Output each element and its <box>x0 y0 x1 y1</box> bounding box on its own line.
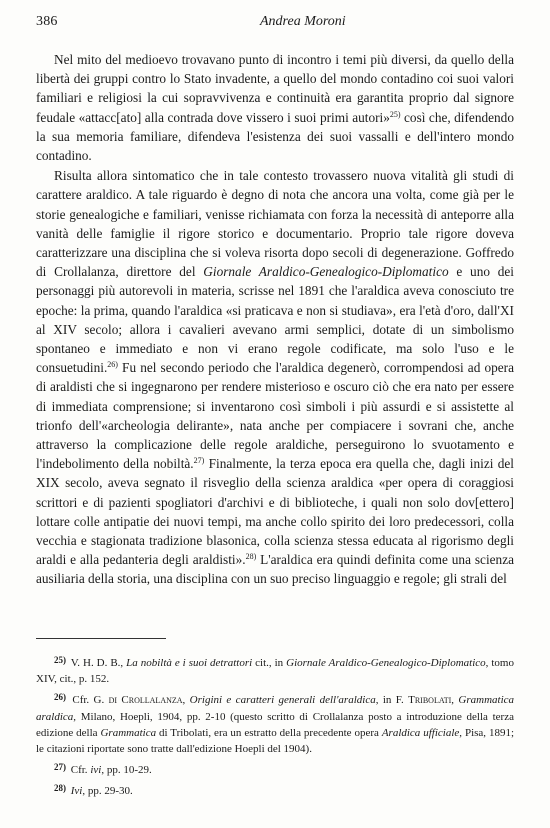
footnote-text: , Milano, Hoepli, 1904, pp. 2-10 (questo scritto di Crollalanza posto a introduzione della terza edizione della <box>36 710 514 739</box>
footnotes <box>36 655 514 805</box>
paragraph-1-text: Nel mito del medioevo trovavano punto di incontro i temi più diversi, da quello della libertà dei gruppi contro lo Stato invadente, a quello del mondo contadino coi suoi valori familiari e religiosi la cui sopravvivenza e continuità era garantita proprio dal signore feudale «attacc[ato] alla contrada dove vissero i suoi primi autori» <box>36 52 514 125</box>
paragraph-2-text-c: Fu nel secondo periodo che l'araldica degenerò, corrompendosi ad opera di araldisti che si ingegnarono per rendere misterioso e oscuro ciò che era nato per essere di immediata comprensione; si inventarono così simboli i più assurdi e si assistette al trionfo dell'«archeologia delirante», nata anche per compiacere i sovrani che, anche attraverso la complicazione delle regole araldiche, perseguirono lo svuotamento e l'indebolimento della nobiltà. <box>36 360 514 472</box>
footnote-title: La nobiltà e i suoi detrattori <box>126 657 253 669</box>
footnote-ref-28: 28) <box>245 552 257 562</box>
footnote-text: V. H. D. B., <box>70 657 127 669</box>
footnote-book: Grammatica araldica <box>36 694 515 723</box>
running-header <box>22 12 522 32</box>
footnote-text: , tomo XIV, cit., p. 152. <box>36 657 514 686</box>
footnote-ibid: ivi <box>90 764 102 777</box>
footnote-27 <box>36 762 514 778</box>
footnote-text: , <box>451 694 459 707</box>
main-text <box>36 50 514 589</box>
footnote-author: di Crollalanza <box>108 694 183 707</box>
footnote-25 <box>36 655 514 687</box>
paragraph-2 <box>36 166 514 588</box>
footnote-number: 27) <box>54 762 66 773</box>
footnote-ref-27: 27) <box>193 456 205 466</box>
footnote-number: 26) <box>54 692 66 703</box>
footnote-author: Tribolati <box>408 694 452 707</box>
footnote-text: Cfr. G. <box>72 694 109 707</box>
footnote-ref-26: 26) <box>107 360 118 370</box>
footnote-text: , pp. 29-30. <box>82 785 133 798</box>
paragraph-1-end: così che, difendendo la sua memoria familiare, difendeva l'esistenza dei suoi vassalli e dell'intero mondo contadino. <box>36 109 514 164</box>
footnote-title: Origini e caratteri generali dell'araldica <box>189 694 376 707</box>
paragraph-2-text-e: L'araldica era quindi definita come una scienza ausiliaria della storia, una disciplina con un suo preciso linguaggio e regole; gli strali del <box>36 552 514 587</box>
journal-title: Giornale Araldico-Genealogico-Diplomatico <box>203 264 449 280</box>
footnote-journal: Giornale Araldico-Genealogico-Diplomatico <box>286 657 486 669</box>
footnote-28 <box>36 783 514 799</box>
paragraph-1 <box>36 50 514 165</box>
footnote-divider <box>36 638 166 639</box>
footnote-text: , Pisa, 1891; le citazioni riportate sono tratte dall'edizione Hoepli del 1904). <box>36 726 515 756</box>
paragraph-2-text-a: Risulta allora sintomatico che in tale contesto trovassero nuova vitalità gli studi di carattere araldico. A tale riguardo è degno di nota che ancora una volta, come già per le storie genealogiche e familiari, venisse richiamata con forza la necessità di anteporre alla vanità delle famiglie il rigore storico e documentario. Proprio tale rigore doveva caratterizzare una disciplina che si voleva risorta dopo secoli di degenerazione. Goffredo di Crollalanza, direttore del <box>36 168 514 280</box>
header-author: Andrea Moroni <box>260 14 346 29</box>
footnote-book: Araldica ufficiale <box>381 726 460 739</box>
paragraph-2-text-b: e uno dei personaggi più autorevoli in materia, scrisse nel 1891 che l'araldica aveva conosciuto tre epoche: la prima, quando l'araldica «si praticava e non si studiava», era l'età d'oro, dall'XI al XIV secolo; allora i cavalieri avevano armi semplici, dotate di un simbolismo spontaneo e immediato e non vi erano regole codificate, ma solo l'uso e le consuetudini. <box>36 264 514 376</box>
footnote-text: , pp. 10-29. <box>101 764 152 777</box>
footnote-text: Cfr. <box>70 764 91 777</box>
footnote-text: cit., in <box>252 657 287 669</box>
page-number: 386 <box>36 14 58 29</box>
footnote-text: , <box>182 694 190 707</box>
footnote-text: , in F. <box>375 694 409 707</box>
footnote-book: Grammatica <box>100 726 157 739</box>
footnote-ibid: Ivi <box>70 785 83 798</box>
paragraph-2-text-d: Finalmente, la terza epoca era quella che, dagli inizi del XIX secolo, aveva segnato il risveglio della scienza araldica «per opera di coraggiosi scrittori e di pazienti spogliatori d'archivi e di biblioteche, i quali non solo dov[ettero] lottare colle antipatie dei nuovi tempi, ma anche collo spirito dei loro predecessori, colla vecchia e stagionata tradizione blasonica, colla scienza stessa educata al rigorismo degli araldi e alla pedanteria degli araldisti». <box>36 456 514 568</box>
footnote-text: di Tribolati, era un estratto della precedente opera <box>156 726 382 739</box>
footnote-26 <box>36 692 514 757</box>
footnote-ref-25: 25) <box>389 109 401 119</box>
footnote-number: 25) <box>54 655 66 665</box>
footnote-number: 28) <box>54 783 66 794</box>
